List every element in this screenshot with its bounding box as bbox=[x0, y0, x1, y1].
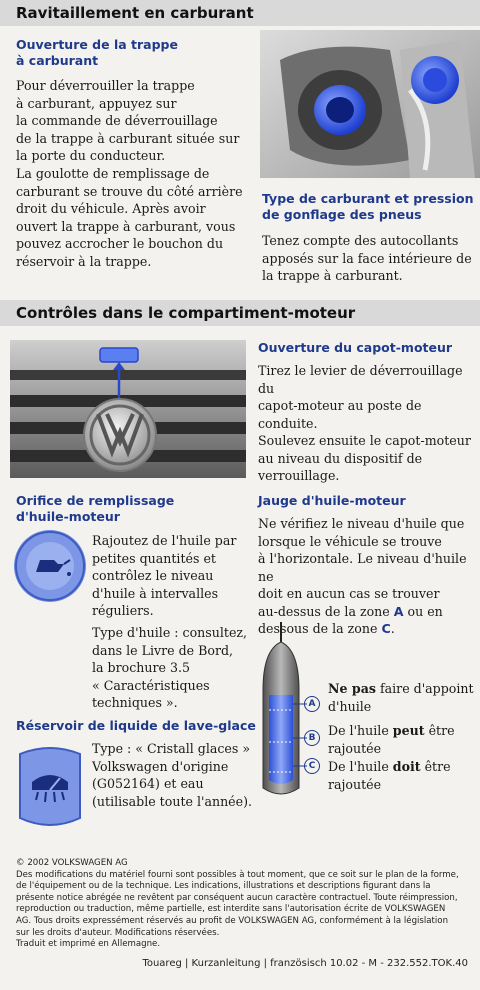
text-type-carburant bbox=[262, 232, 477, 285]
legal-line: présente notice abrégée ne revêtent par conséquent aucun caractère contractuel. Toute réimpression, bbox=[16, 892, 458, 903]
text-line: lorsque le véhicule se trouve bbox=[258, 533, 442, 549]
legend-line: rajoutée bbox=[328, 776, 382, 792]
heading-line: de gonflage des pneus bbox=[262, 207, 422, 222]
text-line: Soulevez ensuite le capot-moteur bbox=[258, 433, 471, 448]
text-line: la brochure 3.5 bbox=[92, 660, 190, 675]
heading-line: Type de carburant et pression bbox=[262, 191, 474, 206]
text-line: réguliers. bbox=[92, 603, 154, 618]
legend-text: être bbox=[424, 723, 455, 738]
legend-text: De l'huile bbox=[328, 759, 393, 774]
text-line: petites quantités et bbox=[92, 550, 216, 566]
zone-a-label: A bbox=[393, 603, 404, 619]
legend-text: De l'huile bbox=[328, 723, 393, 738]
copyright: © 2002 VOLKSWAGEN AG bbox=[16, 858, 128, 868]
text-line: (utilisable toute l'année). bbox=[92, 793, 252, 809]
grille-illustration bbox=[10, 340, 246, 478]
legal-line: Des modifications du matériel fourni sont possibles à tout moment, que ce soit sur le plan de la forme, bbox=[16, 869, 459, 880]
text-line: doit en aucun cas se trouver bbox=[258, 586, 440, 601]
legend-c bbox=[328, 758, 478, 793]
text-line: la trappe à carburant. bbox=[262, 268, 403, 283]
text-lave-glace bbox=[92, 740, 262, 810]
section-title-controles: Contrôles dans le compartiment-moteur bbox=[0, 300, 480, 326]
text-line: à l'horizontale. Le niveau d'huile ne bbox=[258, 551, 467, 584]
text-line: verrouillage. bbox=[258, 468, 340, 483]
heading-orifice bbox=[16, 493, 174, 525]
legal-line: de l'équipement ou de la technique. Les indications, illustrations et descriptions figurant dans la bbox=[16, 881, 431, 892]
document-reference: Touareg | Kurzanleitung | französisch 10.02 - M - 232.552.TOK.40 bbox=[142, 958, 468, 969]
text-line: Tirez le levier de déverrouillage du bbox=[258, 363, 463, 396]
legend-line bbox=[328, 680, 478, 698]
text-line: dans le Livre de Bord, bbox=[92, 642, 234, 658]
text-line: Pour déverrouiller la trappe bbox=[16, 78, 195, 93]
text-span: dessous de la zone bbox=[258, 621, 378, 636]
text-type-huile bbox=[92, 624, 252, 712]
washer-cap-image bbox=[14, 742, 86, 832]
text-line: (G052164) et eau bbox=[92, 776, 204, 791]
text-trappe bbox=[16, 77, 256, 165]
text-line: la porte du conducteur. bbox=[16, 148, 166, 163]
text-line: au niveau du dispositif de bbox=[258, 450, 423, 466]
fuel-door-photo bbox=[260, 30, 480, 178]
fuel-door-illustration bbox=[260, 30, 480, 178]
text-line: Tenez compte des autocollants bbox=[262, 233, 459, 248]
heading-type-carburant bbox=[262, 191, 473, 223]
oil-cap-image bbox=[14, 530, 86, 602]
heading-ouverture-trappe bbox=[16, 37, 178, 69]
legend-a-bold: Ne pas bbox=[328, 681, 376, 696]
legend-line: d'huile bbox=[328, 698, 372, 714]
legal-line: AG. Tous droits expressément réservés au profit de VOLKSWAGEN AG, conformément à la législation bbox=[16, 915, 449, 926]
text-line: techniques ». bbox=[92, 695, 178, 710]
zone-c-badge: C bbox=[304, 758, 320, 774]
text-line: ouvert la trappe à carburant, vous bbox=[16, 218, 236, 234]
text-line: Volkswagen d'origine bbox=[92, 758, 229, 774]
text-line: carburant se trouve du côté arrière bbox=[16, 183, 243, 199]
text-goulotte bbox=[16, 165, 256, 270]
text-line: dessous de la zone C. bbox=[258, 621, 395, 636]
text-line: pouvez accrocher le bouchon du bbox=[16, 236, 224, 251]
text-orifice bbox=[92, 532, 242, 620]
heading-capot: Ouverture du capot-moteur bbox=[258, 340, 453, 355]
text-line: contrôlez le niveau bbox=[92, 568, 214, 583]
text-line: apposés sur la face intérieure de bbox=[262, 250, 472, 266]
heading-line: d'huile-moteur bbox=[16, 509, 120, 524]
text-line: la commande de déverrouillage bbox=[16, 113, 218, 128]
text-line: d'huile à intervalles bbox=[92, 585, 219, 601]
legal-line: reproduction ou traduction, même partielle, est interdite sans l'autorisation écrite de VOLKSWAGEN bbox=[16, 904, 446, 915]
legal-line: sur les droits d'auteur. Modifications réservées. bbox=[16, 927, 220, 938]
text-line: à carburant, appuyez sur bbox=[16, 95, 177, 111]
text-line: La goulotte de remplissage de bbox=[16, 166, 210, 181]
text-line: Type d'huile : consultez, bbox=[92, 625, 248, 640]
text-line: capot-moteur au poste de conduite. bbox=[258, 398, 422, 431]
text-line bbox=[258, 603, 478, 621]
heading-line: à carburant bbox=[16, 53, 99, 68]
vw-grille-photo bbox=[10, 340, 246, 478]
heading-line: Orifice de remplissage bbox=[16, 493, 175, 508]
footer-legal bbox=[16, 858, 471, 951]
legend-c-bold: doit bbox=[392, 759, 421, 774]
legend-a bbox=[328, 680, 478, 715]
zone-c-label: C bbox=[381, 621, 391, 636]
text-span: ou en bbox=[403, 603, 443, 619]
text-span: au-dessus de la zone bbox=[258, 603, 390, 619]
legend-line bbox=[328, 758, 478, 776]
legend-b bbox=[328, 722, 478, 757]
zone-b-badge: B bbox=[304, 730, 320, 746]
heading-jauge: Jauge d'huile-moteur bbox=[258, 493, 406, 508]
legend-text: être bbox=[420, 759, 451, 774]
section-title-ravitaillement: Ravitaillement en carburant bbox=[0, 0, 480, 26]
legend-line bbox=[328, 722, 478, 740]
text-line: Ne vérifiez le niveau d'huile que bbox=[258, 516, 465, 531]
text-line: « Caractéristiques bbox=[92, 677, 210, 693]
legend-b-bold: peut bbox=[392, 723, 425, 738]
text-line: Type : « Cristall glaces » bbox=[92, 741, 251, 756]
heading-lave-glace: Réservoir de liquide de lave-glace bbox=[16, 718, 256, 733]
oil-can-icon bbox=[14, 530, 86, 602]
text-capot bbox=[258, 362, 478, 485]
zone-a-badge: A bbox=[304, 696, 320, 712]
text-line: réservoir à la trappe. bbox=[16, 253, 152, 269]
text-line: droit du véhicule. Après avoir bbox=[16, 201, 206, 216]
legend-line: rajoutée bbox=[328, 740, 382, 756]
heading-line: Ouverture de la trappe bbox=[16, 37, 178, 52]
windshield-washer-icon bbox=[14, 742, 86, 832]
legend-text: faire d'appoint bbox=[375, 681, 474, 696]
text-line: Rajoutez de l'huile par bbox=[92, 533, 237, 548]
legal-line: Traduit et imprimé en Allemagne. bbox=[16, 939, 161, 950]
text-line: de la trappe à carburant située sur bbox=[16, 130, 240, 146]
